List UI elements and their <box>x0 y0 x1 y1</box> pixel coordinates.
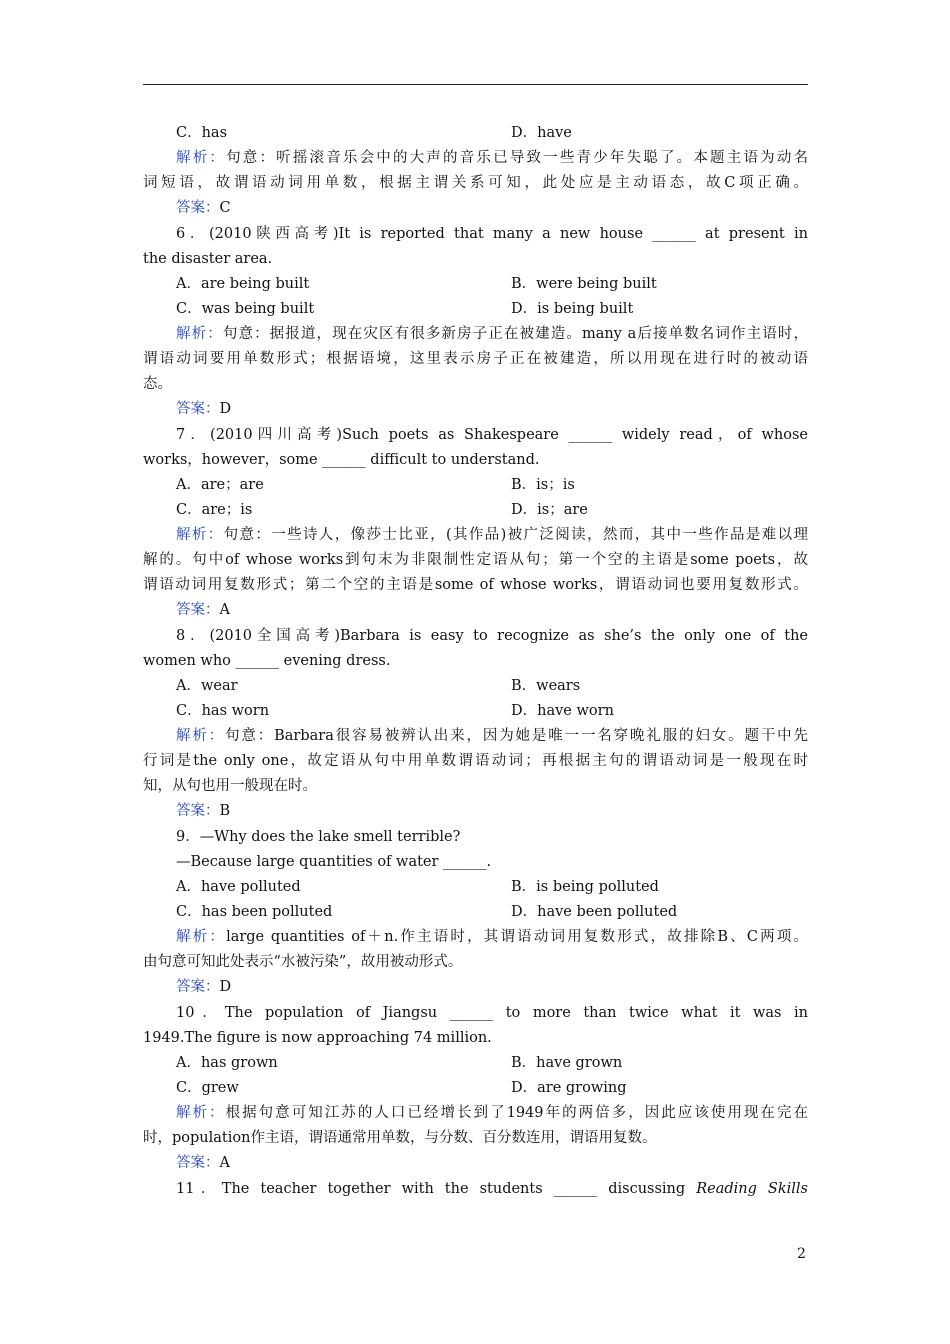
answer-label: 答案： <box>176 401 220 417</box>
option-c: C．has worn <box>176 703 270 719</box>
option-a: A．are；are <box>176 477 264 493</box>
question-stem: 1949.The figure is now approaching 74 million. <box>143 1030 492 1046</box>
explanation-label: 解析： <box>176 728 226 744</box>
explanation-line: 知，从句也用一般现在时。 <box>143 778 317 794</box>
explanation-line: 解析：句意：据报道，现在灾区有很多新房子正在被建造。many a后接单数名词作主语时， <box>176 326 808 342</box>
explanation-line: 行词是the only one，故定语从句中用单数谓语动词；再根据主句的谓语动词是一般现在时 <box>143 753 808 769</box>
question-stem: 11．The teacher together with the students ______ discussing Reading Skills <box>176 1181 808 1197</box>
answer-line <box>176 1151 808 1176</box>
explanation-line: 解的。句中of whose works到句末为非限制性定语从句；第一个空的主语是some poets，故 <box>143 552 808 568</box>
page-number: 2 <box>797 1246 806 1262</box>
book-title: Reading Skills <box>696 1181 808 1197</box>
question-stem: 10．The population of Jiangsu ______ to more than twice what it was in <box>176 1005 808 1021</box>
answer-value: A <box>219 602 230 618</box>
explanation-line: 解析：句意：一些诗人，像莎士比亚，(其作品)被广泛阅读，然而，其中一些作品是难以理 <box>176 527 808 543</box>
answer-label: 答案： <box>176 602 220 618</box>
option-d: D．is；are <box>511 502 588 518</box>
answer-line <box>176 196 808 221</box>
question-stem: works，however，some ______ difficult to understand. <box>143 452 540 468</box>
option-a: A．wear <box>176 678 238 694</box>
answer-label: 答案： <box>176 1155 220 1171</box>
option-a: A．has grown <box>176 1055 278 1071</box>
option-b: B．wears <box>511 678 581 694</box>
option-a: A．are being built <box>176 276 310 292</box>
option-c: C．has been polluted <box>176 904 333 920</box>
answer-label: 答案： <box>176 803 220 819</box>
option-b: B．is being polluted <box>511 879 659 895</box>
explanation-line: 由句意可知此处表示“水被污染”，故用被动形式。 <box>143 954 463 970</box>
question-stem: 8．(2010全国高考)Barbara is easy to recognize as she’s the only one of the <box>176 628 808 644</box>
answer-line <box>176 799 808 824</box>
explanation-line: 谓语动词要用单数形式；根据语境，这里表示房子正在被建造，所以用现在进行时的被动语 <box>143 351 808 367</box>
answer-value: D <box>219 401 232 417</box>
explanation-label: 解析： <box>176 1105 226 1121</box>
option-d: D．are growing <box>511 1080 627 1096</box>
option-a: A．have polluted <box>176 879 301 895</box>
explanation-label: 解析： <box>176 527 224 543</box>
explanation-line: 谓语动词用复数形式；第二个空的主语是some of whose works，谓语动词也要用复数形式。 <box>143 577 808 593</box>
question-stem: women who ______ evening dress. <box>143 653 391 669</box>
option-c: C．has <box>176 125 228 141</box>
option-d: D．have worn <box>511 703 614 719</box>
explanation-line: 解析：句意：听摇滚音乐会中的大声的音乐已导致一些青少年失聪了。本题主语为动名 <box>176 150 809 166</box>
explanation-line: 时，population作主语，谓语通常用单数，与分数、百分数连用，谓语用复数。 <box>143 1130 657 1146</box>
answer-line <box>176 397 808 422</box>
explanation-line: 解析：large quantities of＋n.作主语时，其谓语动词用复数形式，故排除B、C两项。 <box>176 929 809 945</box>
option-b: B．is；is <box>511 477 575 493</box>
option-c: C．was being built <box>176 301 315 317</box>
explanation-line: 态。 <box>143 376 172 392</box>
question-stem: 6．(2010陕西高考)It is reported that many a new house ______ at present in <box>176 226 808 242</box>
option-c: C．grew <box>176 1080 239 1096</box>
explanation-line: 解析：根据句意可知江苏的人口已经增长到了1949年的两倍多，因此应该使用现在完在 <box>176 1105 808 1121</box>
option-d: D．have <box>511 125 572 141</box>
answer-value: C <box>219 200 231 216</box>
question-stem: 7．(2010四川高考)Such poets as Shakespeare ______ widely read，of whose <box>176 427 808 443</box>
answer-label: 答案： <box>176 979 220 995</box>
option-d: D．have been polluted <box>511 904 678 920</box>
header-rule <box>143 84 808 85</box>
answer-value: B <box>219 803 231 819</box>
explanation-label: 解析： <box>176 929 227 945</box>
answer-line <box>176 598 808 623</box>
option-b: B．have grown <box>511 1055 623 1071</box>
answer-label: 答案： <box>176 200 220 216</box>
answer-value: D <box>219 979 232 995</box>
explanation-label: 解析： <box>176 326 223 342</box>
option-c: C．are；is <box>176 502 253 518</box>
question-stem: 9．—Why does the lake smell terrible? <box>176 829 461 845</box>
answer-line <box>176 975 808 1000</box>
question-stem: the disaster area. <box>143 251 273 267</box>
option-d: D．is being built <box>511 301 634 317</box>
explanation-line: 词短语，故谓语动词用单数，根据主谓关系可知，此处应是主动语态，故C项正确。 <box>143 175 808 191</box>
question-stem: —Because large quantities of water ______. <box>176 854 492 870</box>
answer-value: A <box>219 1155 230 1171</box>
explanation-line: 解析：句意：Barbara很容易被辨认出来，因为她是唯一一名穿晚礼服的妇女。题干中先 <box>176 728 809 744</box>
explanation-label: 解析： <box>176 150 227 166</box>
option-b: B．were being built <box>511 276 657 292</box>
